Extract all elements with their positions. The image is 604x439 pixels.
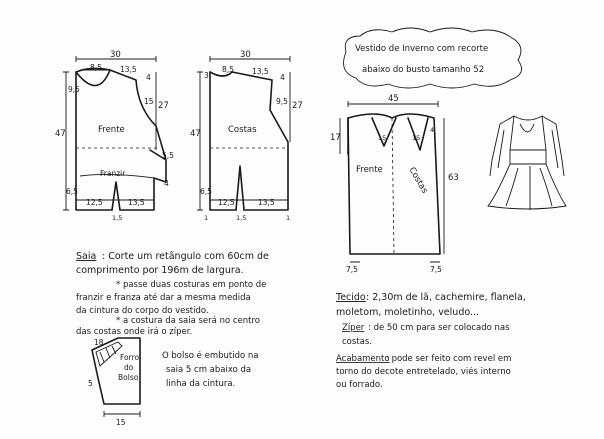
back-bottom-right-label: 13,5 bbox=[258, 198, 275, 207]
front-armhole-length-label: 27 bbox=[158, 101, 169, 111]
back-total-label: 47 bbox=[190, 129, 201, 139]
pocket-note-1: O bolso é embutido na bbox=[162, 351, 259, 361]
front-width-label: 30 bbox=[110, 50, 121, 60]
pocket-dim-side: 5 bbox=[88, 379, 93, 388]
skirt-back-label: Costas bbox=[406, 165, 430, 196]
back-shoulder-drop-label: 4 bbox=[280, 73, 285, 82]
front-bottom-left-label: 12,5 bbox=[86, 198, 103, 207]
saia-line-5: da cintura do corpo do vestido. bbox=[76, 306, 209, 316]
ziper-line-1: : de 50 cm para ser colocado nas bbox=[368, 323, 510, 333]
title-line-1: Vestido de Inverno com recorte bbox=[355, 44, 489, 54]
skirt-dart-c-label: 4 bbox=[430, 126, 435, 134]
back-neck-depth-label: 3 bbox=[204, 71, 209, 80]
skirt-front-label: Frente bbox=[356, 165, 383, 175]
front-side-detail-label: 5,5 bbox=[162, 151, 174, 160]
front-gather-label: Franzir bbox=[100, 169, 126, 178]
pocket-dim-bottom: 15 bbox=[116, 418, 126, 427]
skirt-hem-right-label: 7,5 bbox=[430, 265, 442, 274]
skirt-panel-pattern bbox=[330, 94, 459, 274]
back-dart-label: 1,5 bbox=[236, 214, 247, 222]
front-piece-label: Frente bbox=[98, 125, 125, 135]
ziper-heading: Zíper bbox=[342, 323, 365, 333]
tecido-line-2: moletom, moletinho, veludo... bbox=[336, 307, 480, 318]
saia-heading: Saia bbox=[76, 251, 97, 262]
tecido-line-1: : 2,30m de lã, cachemire, flanela, bbox=[366, 292, 526, 303]
title-cloud bbox=[344, 28, 522, 88]
front-total-label: 47 bbox=[55, 129, 66, 139]
front-armhole-label: 15 bbox=[144, 97, 154, 106]
ziper-line-2: costas. bbox=[342, 337, 372, 347]
pocket-label-3: Bolso bbox=[118, 373, 139, 382]
front-neck-depth-label: 9,5 bbox=[68, 85, 80, 94]
pocket-label-2: do bbox=[124, 363, 134, 372]
acabamento-line-1: : pode ser feito com revel em bbox=[386, 354, 512, 364]
saia-line-3: * passe duas costuras em ponto de bbox=[116, 280, 267, 290]
front-shoulder-drop-label: 4 bbox=[146, 73, 151, 82]
back-left-mark: 1 bbox=[204, 214, 209, 222]
saia-line-7: das costas onde irá o zíper. bbox=[76, 327, 193, 337]
back-width-label: 30 bbox=[240, 50, 251, 60]
back-left-top-label: 8,5 bbox=[222, 65, 234, 74]
dress-sketch bbox=[488, 116, 566, 210]
saia-line-1: : Corte um retângulo com 60cm de bbox=[102, 251, 269, 262]
skirt-dart-b-label: 15 bbox=[412, 134, 421, 142]
back-armhole-length-label: 27 bbox=[292, 101, 303, 111]
acabamento-line-3: ou forrado. bbox=[336, 380, 383, 390]
front-side-detail2-label: 4 bbox=[164, 179, 169, 188]
skirt-hem-left-label: 7,5 bbox=[346, 265, 358, 274]
back-bottom-left-label: 12,5 bbox=[218, 198, 235, 207]
pocket-note-3: linha da cintura. bbox=[166, 379, 236, 389]
skirt-left-height-label: 17 bbox=[330, 133, 341, 143]
pocket-note-2: saia 5 cm abaixo da bbox=[166, 365, 252, 375]
pocket-pattern bbox=[88, 338, 259, 427]
materials-notes bbox=[335, 292, 526, 390]
pocket-dim-top: 18 bbox=[94, 338, 104, 347]
tecido-heading: Tecido bbox=[336, 292, 366, 303]
front-left-top-label: 8,5 bbox=[90, 63, 102, 72]
back-armhole-label: 9,5 bbox=[276, 97, 288, 106]
back-shoulder-label: 13,5 bbox=[252, 67, 269, 76]
saia-line-6: * a costura da saia será no centro bbox=[116, 316, 260, 326]
front-skirt-height-label: 6,5 bbox=[66, 187, 78, 196]
saia-line-4: franzir e franza até dar a mesma medida bbox=[76, 293, 251, 303]
front-dart-label: 1,5 bbox=[112, 214, 123, 222]
pocket-label-1: Forro bbox=[120, 353, 140, 362]
front-shoulder-label: 13,5 bbox=[120, 65, 137, 74]
back-bodice-pattern bbox=[190, 50, 303, 222]
skirt-instructions bbox=[76, 251, 269, 337]
front-bottom-right-label: 13,5 bbox=[128, 198, 145, 207]
skirt-width-label: 45 bbox=[388, 94, 399, 104]
saia-line-2: comprimento por 196m de largura. bbox=[76, 265, 244, 276]
acabamento-line-2: torno do decote entretelado, viés interno bbox=[336, 367, 511, 377]
back-right-mark: 1 bbox=[286, 214, 291, 222]
skirt-dart-a-label: 15 bbox=[378, 134, 387, 142]
back-piece-label: Costas bbox=[228, 125, 257, 135]
back-skirt-height-label: 6,5 bbox=[200, 187, 212, 196]
title-line-2: abaixo do busto tamanho 52 bbox=[362, 65, 485, 75]
front-bodice-pattern bbox=[55, 50, 174, 222]
acabamento-heading: Acabamento bbox=[336, 354, 390, 364]
skirt-height-label: 63 bbox=[448, 173, 459, 183]
